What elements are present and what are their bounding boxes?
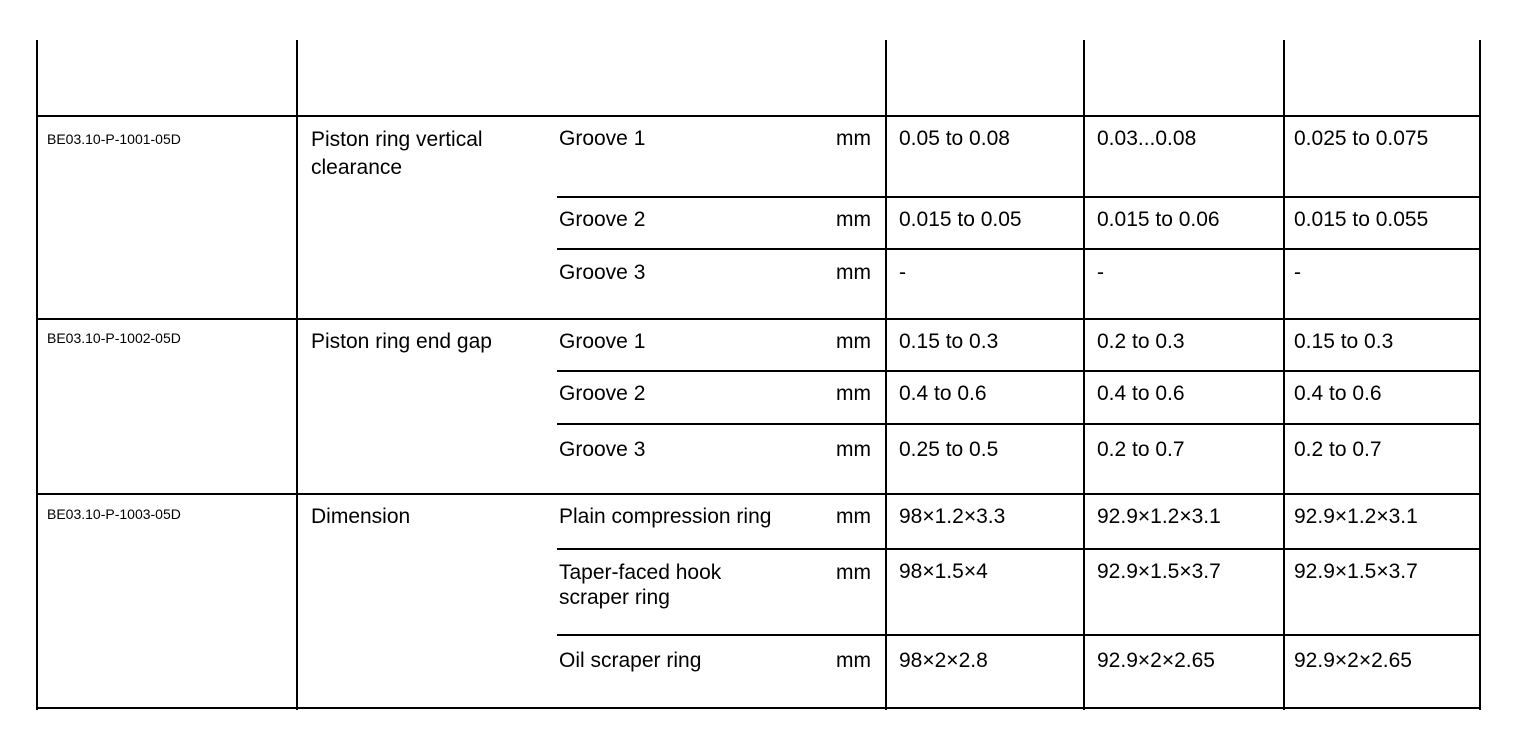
item-name: Groove 1	[559, 127, 646, 150]
item-unit: mm	[836, 261, 871, 284]
value-col-1: 98×1.2×3.3	[899, 505, 1006, 528]
item-unit: mm	[836, 127, 871, 150]
value-col-1: 0.15 to 0.3	[899, 330, 999, 353]
value-col-3: 0.025 to 0.075	[1294, 127, 1429, 150]
value-col-2: 92.9×1.5×3.7	[1097, 560, 1221, 583]
value-col-1: 98×1.5×4	[899, 560, 988, 583]
item-name: Groove 2	[559, 208, 646, 231]
item-unit: mm	[836, 330, 871, 353]
value-col-2: -	[1097, 261, 1104, 284]
item-unit: mm	[836, 438, 871, 461]
column-divider	[1083, 40, 1085, 710]
value-col-1: 0.015 to 0.05	[899, 208, 1022, 231]
item-name: Taper-faced hook scraper ring	[559, 561, 722, 609]
item-unit: mm	[836, 561, 871, 584]
item-name: Oil scraper ring	[559, 649, 702, 672]
row-description: Piston ring end gap	[311, 330, 492, 353]
value-col-3: 0.4 to 0.6	[1294, 382, 1382, 405]
column-divider	[1283, 40, 1285, 710]
subrow-divider	[557, 634, 1481, 636]
item-name: Groove 3	[559, 438, 646, 461]
table-border-right	[1479, 40, 1481, 710]
item-name: Groove 1	[559, 330, 646, 353]
row-divider	[36, 493, 1481, 495]
value-col-3: 92.9×2×2.65	[1294, 649, 1412, 672]
item-name: Groove 2	[559, 382, 646, 405]
table-border-bottom	[36, 707, 1481, 709]
document-code: BE03.10-P-1003-05D	[47, 506, 181, 522]
item-unit: mm	[836, 505, 871, 528]
subrow-divider	[557, 548, 1481, 550]
row-description: Piston ring vertical clearance	[311, 128, 483, 179]
column-divider	[885, 40, 887, 710]
value-col-3: 92.9×1.2×3.1	[1294, 505, 1418, 528]
subrow-divider	[557, 248, 1481, 250]
column-divider	[296, 40, 298, 710]
row-description: Dimension	[311, 505, 411, 528]
subrow-divider	[557, 196, 1481, 198]
item-unit: mm	[836, 208, 871, 231]
subrow-divider	[557, 370, 1481, 372]
value-col-3: 0.15 to 0.3	[1294, 330, 1394, 353]
value-col-1: -	[899, 261, 906, 284]
item-unit: mm	[836, 382, 871, 405]
value-col-2: 92.9×2×2.65	[1097, 649, 1215, 672]
value-col-1: 0.4 to 0.6	[899, 382, 987, 405]
value-col-1: 0.05 to 0.08	[899, 127, 1010, 150]
value-col-2: 0.015 to 0.06	[1097, 208, 1220, 231]
value-col-2: 0.4 to 0.6	[1097, 382, 1185, 405]
value-col-2: 92.9×1.2×3.1	[1097, 505, 1221, 528]
item-name: Groove 3	[559, 261, 646, 284]
value-col-3: 92.9×1.5×3.7	[1294, 560, 1418, 583]
value-col-3: 0.015 to 0.055	[1294, 208, 1429, 231]
value-col-1: 0.25 to 0.5	[899, 438, 999, 461]
value-col-2: 0.03...0.08	[1097, 127, 1197, 150]
value-col-2: 0.2 to 0.7	[1097, 438, 1185, 461]
row-divider	[36, 115, 1481, 117]
item-name: Plain compression ring	[559, 505, 772, 528]
document-code: BE03.10-P-1002-05D	[47, 330, 181, 346]
item-unit: mm	[836, 649, 871, 672]
value-col-3: -	[1294, 261, 1301, 284]
document-code: BE03.10-P-1001-05D	[47, 131, 181, 147]
value-col-2: 0.2 to 0.3	[1097, 330, 1185, 353]
value-col-3: 0.2 to 0.7	[1294, 438, 1382, 461]
subrow-divider	[557, 423, 1481, 425]
value-col-1: 98×2×2.8	[899, 649, 988, 672]
row-divider	[36, 318, 1481, 320]
table-border-left	[36, 40, 38, 710]
